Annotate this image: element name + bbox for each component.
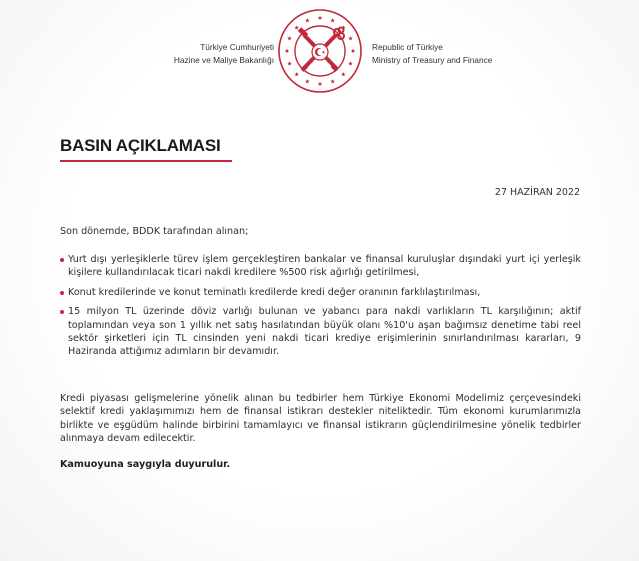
release-date: 27 HAZİRAN 2022 bbox=[494, 187, 580, 198]
list-item-text: 15 milyon TL üzerinde döviz varlığı bulunan ve yabancı para nakdi varlıkların TL karşılığının; aktif toplamından veya son 1 yıllık net satış hasılatından büyük olanı %10'u aşan bağımsız denetime tabi reel sektör şirketleri için TL cinsinden yeni nakdi ticari krediye erişimlerinin sınırlandırılması kararları, 9 Haziranda attığımız adımların bir devamıdır. bbox=[68, 306, 581, 358]
list-item bbox=[60, 253, 581, 280]
bullet-icon bbox=[60, 258, 64, 262]
list-item bbox=[60, 286, 581, 299]
measures-list bbox=[60, 253, 581, 365]
crossed-keys-crescent-star-seal-icon bbox=[276, 7, 364, 95]
list-item-text: Yurt dışı yerleşiklerle türev işlem gerçekleştiren bankalar ve finansal kuruluşlar dışındaki yurt içi yerleşik kişilere kullandırılacak ticari nakdi kredilere %500 risk ağırlığı getirilmesi, bbox=[68, 254, 581, 279]
star-icon bbox=[341, 72, 346, 76]
star-icon bbox=[287, 36, 292, 40]
star-icon bbox=[294, 25, 299, 29]
star-icon bbox=[330, 79, 335, 83]
page-title: BASIN AÇIKLAMASI bbox=[60, 136, 221, 155]
intro-text: Son dönemde, BDDK tarafından alınan; bbox=[60, 226, 249, 237]
star-icon bbox=[305, 79, 310, 83]
star-icon bbox=[294, 72, 299, 76]
ministry-name-en-line1: Republic of Türkiye bbox=[372, 42, 443, 52]
body-paragraph: Kredi piyasası gelişmelerine yönelik alınan bu tedbirler hem Türkiye Ekonomi Modelimiz çerçevesindeki selektif kredi yaklaşımımızı hem de finansal istikrarı destekler niteliktedir. Tüm ekonomi kurumlarımızla birlikte ve eşgüdüm halinde birbirini tamamlayıcı ve finansal istikrarın güçlendirilmesine yönelik tedbirler alınmaya devam edilecektir. bbox=[60, 393, 581, 445]
star-icon bbox=[318, 82, 323, 86]
letterhead bbox=[0, 0, 639, 100]
ministry-name-tr-line1: Türkiye Cumhuriyeti bbox=[200, 42, 274, 52]
star-icon bbox=[318, 16, 323, 20]
star-icon bbox=[348, 36, 353, 40]
title-underline bbox=[60, 160, 232, 162]
star-icon bbox=[305, 18, 310, 22]
ministry-name-turkish bbox=[174, 41, 274, 67]
star-icon bbox=[351, 49, 356, 53]
ministry-name-en-line2: Ministry of Treasury and Finance bbox=[372, 55, 493, 65]
ministry-name-english bbox=[372, 41, 492, 67]
list-item-text: Konut kredilerinde ve konut teminatlı kredilerde kredi değer oranının farklılaştırılması, bbox=[68, 286, 481, 298]
list-item bbox=[60, 305, 581, 359]
ministry-name-tr-line2: Hazine ve Maliye Bakanlığı bbox=[173, 55, 274, 65]
star-icon bbox=[287, 61, 292, 65]
closing-statement: Kamuoyuna saygıyla duyurulur. bbox=[60, 459, 231, 470]
bullet-icon bbox=[60, 310, 64, 314]
star-icon bbox=[285, 49, 290, 53]
bullet-icon bbox=[60, 291, 64, 295]
star-icon bbox=[348, 61, 353, 65]
star-icon bbox=[330, 18, 335, 22]
